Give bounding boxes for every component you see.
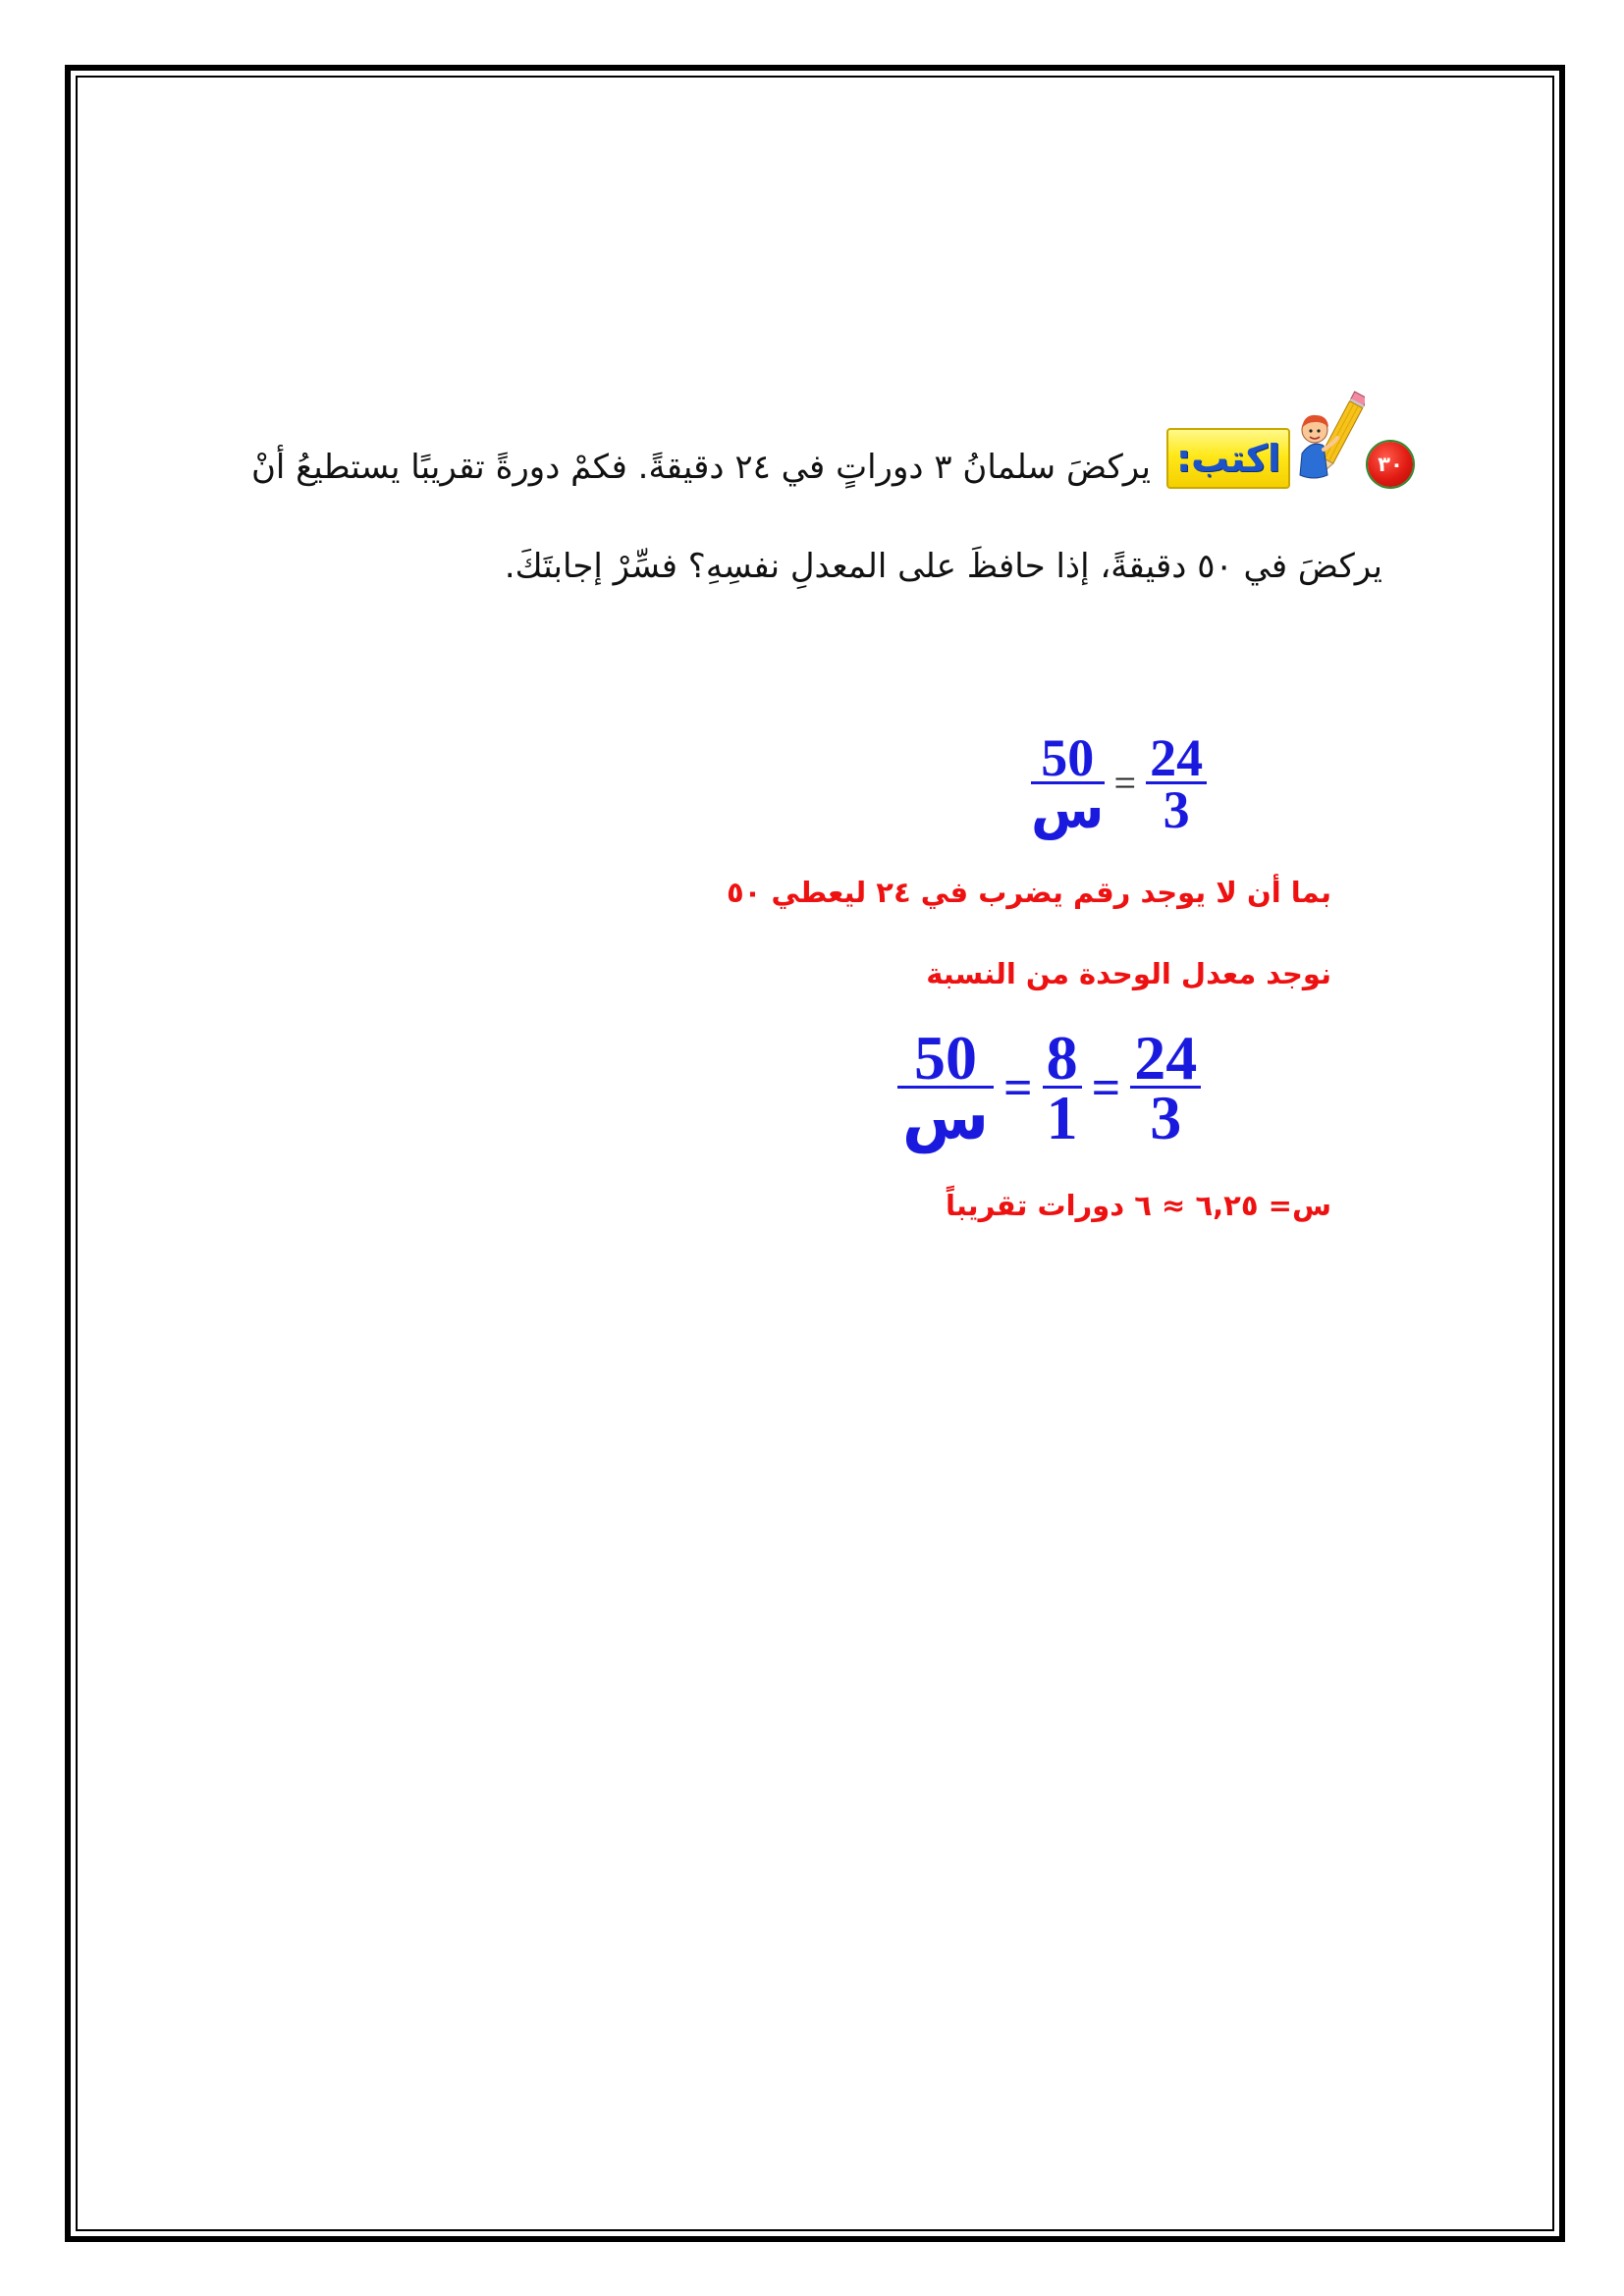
write-label-text: اكتب: (1175, 437, 1281, 480)
fraction-unknown (897, 1023, 994, 1153)
pencil-character-icon (1288, 385, 1365, 489)
equals-sign: = (1113, 761, 1137, 806)
explanation-note-1: بما أن لا يوجد رقم يضرب في ٢٤ ليعطي ٥٠ (726, 876, 1331, 909)
unit-rate-equation (897, 1023, 1201, 1153)
fraction-denominator: 3 (1163, 780, 1190, 840)
fraction-numerator: 50 (1031, 736, 1105, 784)
write-label (1166, 428, 1290, 489)
final-answer: س= ٦,٢٥ ≈ ٦ دورات تقريباً (945, 1189, 1331, 1222)
fraction-numerator: 24 (1146, 736, 1207, 784)
question-text-line-2: يركضَ في ٥٠ دقيقةً، إذا حافظَ على المعدلِ نفسِهِ؟ فسِّرْ إجابتَكَ. (504, 547, 1382, 586)
fraction-given (1130, 1023, 1201, 1153)
equals-sign: = (1003, 1059, 1033, 1116)
question-text-line-1: يركضَ سلمانُ ٣ دوراتٍ في ٢٤ دقيقةً. فكمْ دورةً تقريبًا يستطيعُ أنْ (250, 448, 1151, 487)
fraction-unit-rate (1043, 1023, 1082, 1153)
fraction-denominator: س (1031, 780, 1105, 840)
fraction-denominator: 1 (1046, 1083, 1078, 1153)
fraction-numerator: 24 (1130, 1033, 1201, 1089)
explanation-note-2: نوجد معدل الوحدة من النسبة (926, 957, 1331, 990)
question-number-badge (1368, 442, 1413, 487)
proportion-equation (1031, 728, 1207, 840)
question-number: ٣٠ (1378, 452, 1403, 476)
fraction-unknown (1031, 728, 1105, 840)
fraction-numerator: 50 (897, 1033, 994, 1089)
equals-sign: = (1091, 1059, 1121, 1116)
fraction-numerator: 8 (1043, 1033, 1082, 1089)
fraction-given (1146, 728, 1207, 840)
fraction-denominator: 3 (1150, 1083, 1182, 1153)
fraction-denominator: س (901, 1083, 990, 1153)
